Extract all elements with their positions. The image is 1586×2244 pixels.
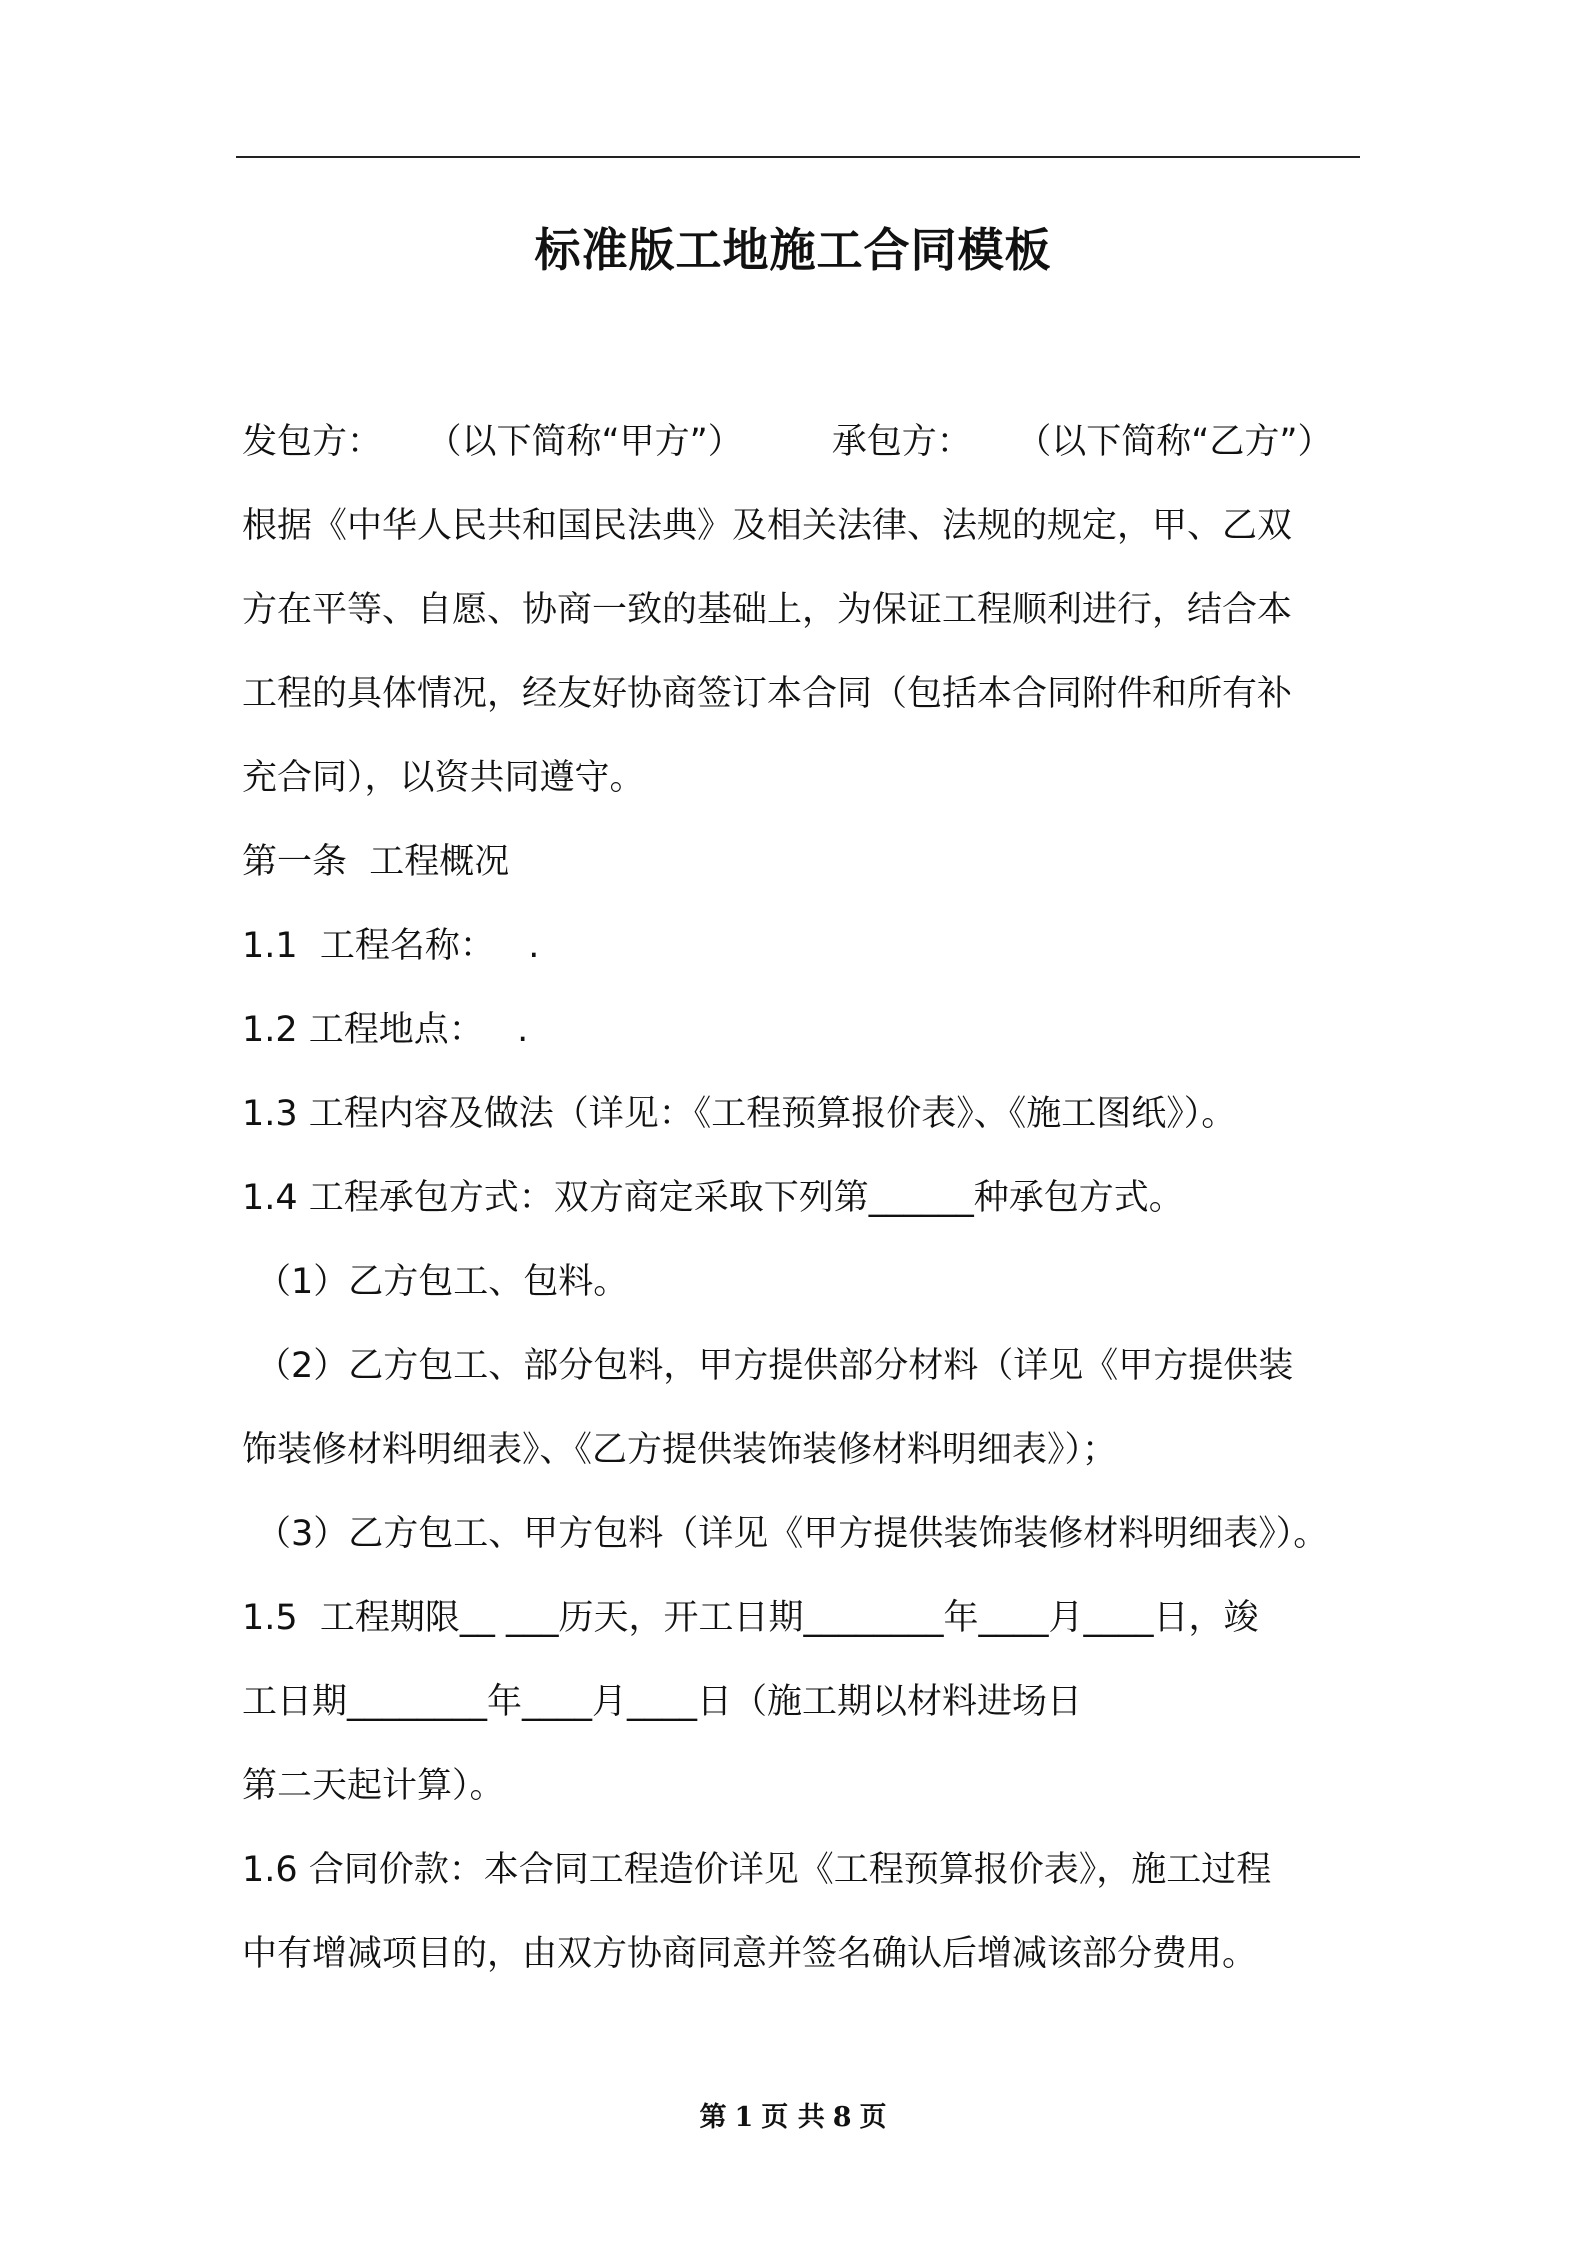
document-title: 标准版工地施工合同模板 <box>534 223 1052 277</box>
page-label-prefix: 第 <box>699 2102 727 2133</box>
article-heading: 第一条 工程概况 <box>242 842 510 882</box>
clause-line: 1.6 合同价款：本合同工程造价详见《工程预算报价表》，施工过程 <box>242 1850 1272 1890</box>
clause-line: 1.4 工程承包方式：双方商定采取下列第______种承包方式。 <box>242 1178 1184 1218</box>
paragraph-line: 方在平等、自愿、协商一致的基础上，为保证工程顺利进行，结合本 <box>242 590 1293 630</box>
clause-line: 1.5 工程期限__ ___历天，开工日期________年____月____日，竣 <box>242 1598 1259 1638</box>
page-footer <box>0 2098 1586 2138</box>
clause-line: 第二天起计算）。 <box>242 1766 505 1806</box>
clause-line: 中有增减项目的，由双方协商同意并签名确认后增减该部分费用。 <box>242 1934 1258 1974</box>
paragraph-line: 根据《中华人民共和国民法典》及相关法律、法规的规定，甲、乙双 <box>242 506 1293 546</box>
page-label-mid: 页 共 <box>761 2102 825 2133</box>
total-pages-number: 8 <box>832 2102 852 2133</box>
paragraph-line: 充合同），以资共同遵守。 <box>242 758 645 798</box>
clause-line: 1.1 工程名称： . <box>242 926 540 966</box>
option-line: 饰装修材料明细表》、《乙方提供装饰装修材料明细表》）； <box>242 1430 1118 1470</box>
option-line: （3）乙方包工、甲方包料（详见《甲方提供装饰装修材料明细表》）。 <box>256 1514 1329 1554</box>
party-line: 发包方： （以下简称“甲方”） 承包方： （以下简称“乙方”） <box>242 422 1333 462</box>
page-label-suffix: 页 <box>859 2102 887 2133</box>
header-rule <box>236 156 1360 158</box>
clause-line: 工日期________年____月____日（施工期以材料进场日 <box>242 1682 1083 1722</box>
option-line: （1）乙方包工、包料。 <box>256 1262 629 1302</box>
paragraph-line: 工程的具体情况，经友好协商签订本合同（包括本合同附件和所有补 <box>242 674 1293 714</box>
option-line: （2）乙方包工、部分包料，甲方提供部分材料（详见《甲方提供装 <box>256 1346 1294 1386</box>
current-page-number: 1 <box>734 2102 754 2133</box>
clause-line: 1.2 工程地点： . <box>242 1010 529 1050</box>
clause-line: 1.3 工程内容及做法（详见：《工程预算报价表》、《施工图纸》）。 <box>242 1094 1237 1134</box>
document-body <box>242 400 1366 1996</box>
